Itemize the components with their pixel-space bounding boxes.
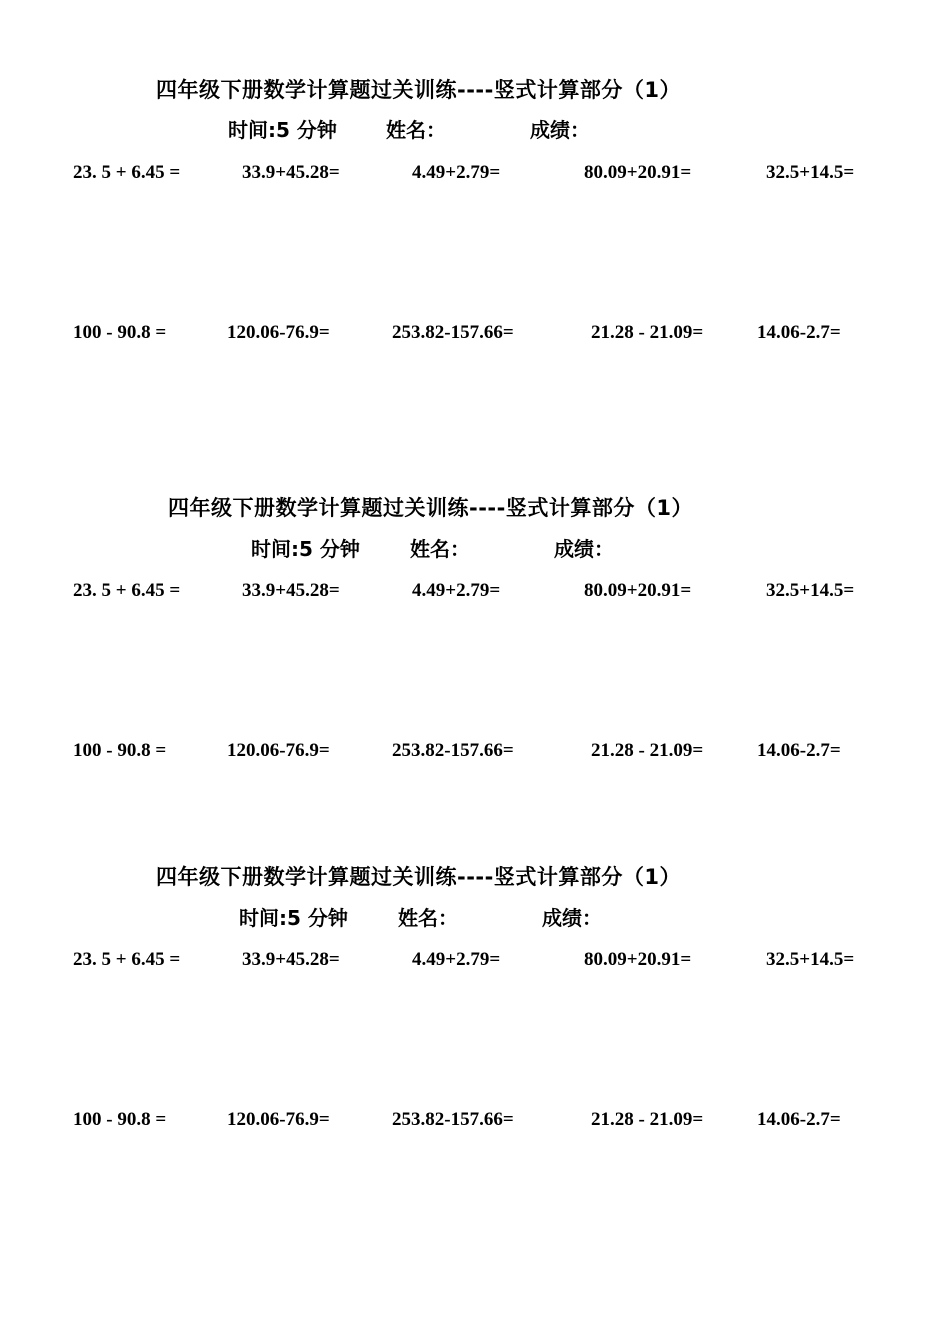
- problem: 21.28 - 21.09=: [591, 322, 704, 343]
- problem: 80.09+20.91=: [584, 949, 692, 970]
- problem: 120.06-76.9=: [227, 322, 330, 343]
- problem: 100 - 90.8 =: [73, 322, 167, 343]
- time-label: 时间:5 分钟: [239, 906, 348, 930]
- problem: 21.28 - 21.09=: [591, 1109, 704, 1130]
- score-label: 成绩：: [542, 906, 602, 930]
- problem: 253.82-157.66=: [392, 1109, 514, 1130]
- problem: 4.49+2.79=: [412, 580, 501, 601]
- problem: 80.09+20.91=: [584, 580, 692, 601]
- worksheet-title: 四年级下册数学计算题过关训练----竖式计算部分（1）: [156, 78, 681, 102]
- problem: 14.06-2.7=: [757, 322, 841, 343]
- problem: 4.49+2.79=: [412, 949, 501, 970]
- problem: 21.28 - 21.09=: [591, 740, 704, 761]
- worksheet-title: 四年级下册数学计算题过关训练----竖式计算部分（1）: [156, 865, 681, 889]
- problem: 4.49+2.79=: [412, 162, 501, 183]
- name-label: 姓名：: [410, 537, 470, 561]
- problem: 32.5+14.5=: [766, 162, 855, 183]
- score-label: 成绩：: [530, 118, 590, 142]
- name-label: 姓名：: [386, 118, 446, 142]
- time-label: 时间:5 分钟: [228, 118, 337, 142]
- problem: 253.82-157.66=: [392, 740, 514, 761]
- problem: 14.06-2.7=: [757, 740, 841, 761]
- problem: 33.9+45.28=: [242, 162, 340, 183]
- problem: 23. 5 + 6.45 =: [73, 162, 181, 183]
- problem: 120.06-76.9=: [227, 1109, 330, 1130]
- problem: 253.82-157.66=: [392, 322, 514, 343]
- problem: 120.06-76.9=: [227, 740, 330, 761]
- problem: 80.09+20.91=: [584, 162, 692, 183]
- problem: 14.06-2.7=: [757, 1109, 841, 1130]
- worksheet-title: 四年级下册数学计算题过关训练----竖式计算部分（1）: [168, 496, 693, 520]
- problem: 100 - 90.8 =: [73, 1109, 167, 1130]
- problem: 100 - 90.8 =: [73, 740, 167, 761]
- problem: 33.9+45.28=: [242, 580, 340, 601]
- problem: 32.5+14.5=: [766, 580, 855, 601]
- problem: 23. 5 + 6.45 =: [73, 949, 181, 970]
- problem: 23. 5 + 6.45 =: [73, 580, 181, 601]
- time-label: 时间:5 分钟: [251, 537, 360, 561]
- problem: 32.5+14.5=: [766, 949, 855, 970]
- name-label: 姓名：: [398, 906, 458, 930]
- problem: 33.9+45.28=: [242, 949, 340, 970]
- score-label: 成绩：: [554, 537, 614, 561]
